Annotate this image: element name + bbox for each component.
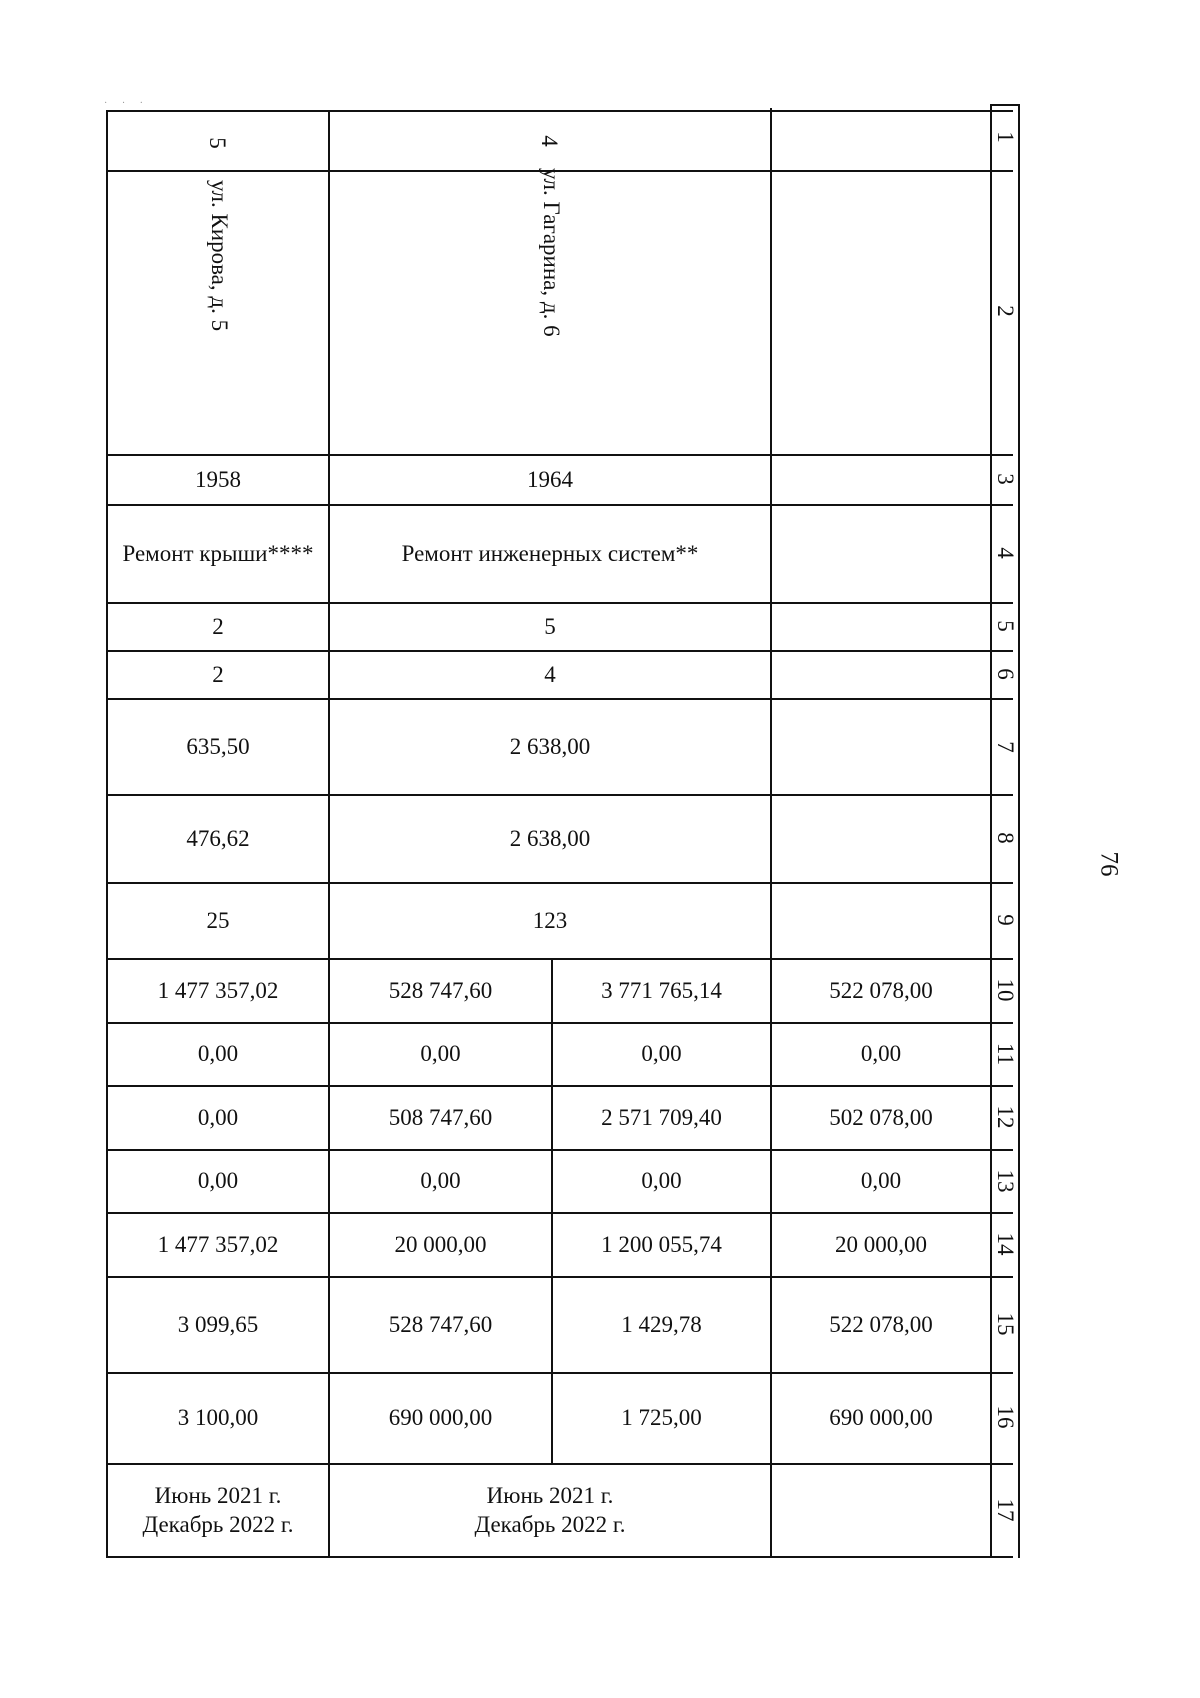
row6-a: 2 bbox=[212, 661, 224, 687]
row11-b: 0,00 bbox=[420, 1041, 461, 1067]
row14-c: 1 200 055,74 bbox=[601, 1231, 722, 1257]
row16-a: 3 100,00 bbox=[177, 1405, 259, 1431]
period-b-end: Декабрь 2022 г. bbox=[474, 1511, 626, 1537]
period-a-start: Июнь 2021 г. bbox=[154, 1482, 282, 1508]
row10-c: 3 771 765,14 bbox=[601, 977, 722, 1003]
column-index-3: 3 bbox=[993, 473, 1018, 485]
row13-c: 0,00 bbox=[641, 1168, 682, 1194]
row10-a: 1 477 357,02 bbox=[157, 977, 279, 1003]
scan-artifact: · · · bbox=[104, 98, 149, 109]
row15-b: 528 747,60 bbox=[388, 1311, 493, 1337]
column-index-7: 7 bbox=[993, 741, 1018, 753]
column-index-8: 8 bbox=[993, 832, 1018, 844]
column-index-4: 4 bbox=[993, 547, 1018, 559]
row11-d: 0,00 bbox=[860, 1041, 902, 1067]
row8-b: 2 638,00 bbox=[509, 825, 591, 851]
row11-a: 0,00 bbox=[197, 1041, 239, 1067]
period-b bbox=[330, 1465, 770, 1556]
row9-a: 25 bbox=[206, 907, 230, 933]
address-a: ул. Кирова, д. 5 bbox=[207, 180, 232, 332]
rule-h bbox=[106, 110, 1013, 112]
row13-a: 0,00 bbox=[197, 1168, 239, 1194]
repair-type-b: Ремонт инженерных систем** bbox=[401, 540, 699, 566]
header-number-b: 4 bbox=[537, 135, 562, 147]
period-a-end: Декабрь 2022 г. bbox=[142, 1511, 294, 1537]
row11-c: 0,00 bbox=[641, 1041, 682, 1067]
column-index-9: 9 bbox=[993, 914, 1018, 926]
year-built-a: 1958 bbox=[195, 466, 241, 492]
rule-h bbox=[106, 1556, 1013, 1558]
header-number-a: 5 bbox=[205, 137, 230, 149]
row5-a: 2 bbox=[212, 613, 224, 639]
column-index-16: 16 bbox=[993, 1405, 1018, 1429]
page-number: 76 bbox=[1095, 851, 1123, 877]
column-index-11: 11 bbox=[993, 1042, 1018, 1066]
row6-b: 4 bbox=[544, 661, 556, 687]
row8-a: 476,62 bbox=[186, 825, 250, 851]
row7-a: 635,50 bbox=[186, 733, 250, 759]
row13-d: 0,00 bbox=[860, 1168, 902, 1194]
row12-d: 502 078,00 bbox=[829, 1104, 933, 1130]
row14-b: 20 000,00 bbox=[394, 1231, 487, 1257]
column-index-17: 17 bbox=[993, 1498, 1018, 1522]
row5-b: 5 bbox=[544, 613, 556, 639]
repair-type-a: Ремонт крыши**** bbox=[122, 540, 314, 566]
row12-a: 0,00 bbox=[197, 1104, 239, 1130]
column-index-1: 1 bbox=[993, 131, 1018, 143]
row10-d: 522 078,00 bbox=[829, 977, 933, 1003]
row16-c: 1 725,00 bbox=[621, 1405, 702, 1431]
column-index-5: 5 bbox=[993, 620, 1018, 632]
row10-b: 528 747,60 bbox=[388, 977, 493, 1003]
row12-b: 508 747,60 bbox=[388, 1104, 493, 1130]
row7-b: 2 638,00 bbox=[509, 733, 591, 759]
row15-c: 1 429,78 bbox=[621, 1311, 702, 1337]
column-index-14: 14 bbox=[993, 1232, 1018, 1256]
row16-b: 690 000,00 bbox=[388, 1405, 493, 1431]
period-a bbox=[108, 1465, 328, 1556]
column-index-13: 13 bbox=[993, 1169, 1018, 1193]
row15-a: 3 099,65 bbox=[177, 1311, 259, 1337]
row14-a: 1 477 357,02 bbox=[157, 1231, 279, 1257]
row12-c: 2 571 709,40 bbox=[601, 1104, 722, 1130]
row13-b: 0,00 bbox=[420, 1168, 461, 1194]
column-index-2: 2 bbox=[993, 305, 1018, 317]
rule-h bbox=[990, 104, 1020, 106]
row16-d: 690 000,00 bbox=[829, 1405, 933, 1431]
column-index-15: 15 bbox=[993, 1312, 1018, 1336]
row15-d: 522 078,00 bbox=[829, 1311, 933, 1337]
row14-d: 20 000,00 bbox=[835, 1231, 927, 1257]
column-index-12: 12 bbox=[993, 1105, 1018, 1129]
year-built-b: 1964 bbox=[527, 466, 573, 492]
column-index-10: 10 bbox=[993, 978, 1018, 1002]
address-b: ул. Гагарина, д. 6 bbox=[539, 168, 564, 337]
column-index-6: 6 bbox=[993, 668, 1018, 680]
row9-b: 123 bbox=[532, 907, 568, 933]
period-b-start: Июнь 2021 г. bbox=[486, 1482, 614, 1508]
